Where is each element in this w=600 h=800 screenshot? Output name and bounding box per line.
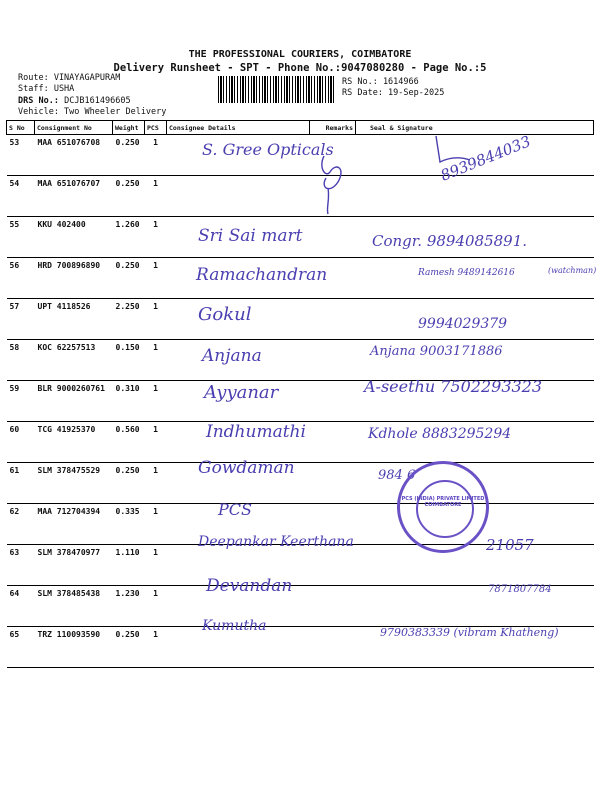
weight-cell: 0.250 <box>113 463 145 504</box>
consignment-cell: TCG 41925370 <box>35 422 113 463</box>
weight-cell: 1.260 <box>113 217 145 258</box>
handwritten-signature-64: 7871807784 <box>488 584 552 595</box>
consignment-cell: SLM 378485438 <box>35 586 113 627</box>
drs-label: DRS No.: <box>18 96 59 106</box>
pcs-cell: 1 <box>145 217 167 258</box>
weight-cell: 0.250 <box>113 258 145 299</box>
remarks-cell <box>310 586 356 627</box>
weight-cell: 0.150 <box>113 340 145 381</box>
handwritten-consignee-65: Kumutha <box>202 618 267 634</box>
col-seal: Seal & Signature <box>356 121 594 135</box>
col-weight: Weight <box>113 121 145 135</box>
remarks-cell <box>310 340 356 381</box>
vehicle-label: Vehicle: Two Wheeler Delivery <box>18 107 167 117</box>
handwritten-signature-55: Congr. 9894085891. <box>372 232 528 250</box>
seal-inner-ring <box>416 480 474 538</box>
col-remarks: Remarks <box>310 121 356 135</box>
remarks-cell <box>310 381 356 422</box>
handwritten-signature-61: 984 6 <box>378 468 416 483</box>
handwritten-signature-65: 9790383339 (vibram Khatheng) <box>380 626 559 639</box>
barcode <box>218 76 336 103</box>
sno-cell: 63 <box>7 545 35 586</box>
pcs-cell: 1 <box>145 299 167 340</box>
weight-cell: 2.250 <box>113 299 145 340</box>
pcs-cell: 1 <box>145 135 167 176</box>
handwritten-signature-56: Ramesh 9489142616 <box>418 268 515 278</box>
drs-value: DCJB161496605 <box>64 96 131 106</box>
pcs-cell: 1 <box>145 545 167 586</box>
seal-text: PCS (INDIA) PRIVATE LIMITED COIMBATORE <box>401 496 485 508</box>
sno-cell: 58 <box>7 340 35 381</box>
table-row <box>7 340 594 381</box>
handwritten-consignee-60: Indhumathi <box>206 422 306 442</box>
consignment-cell: HRD 700896890 <box>35 258 113 299</box>
consignment-cell: KOC 62257513 <box>35 340 113 381</box>
consignee-cell <box>167 176 310 217</box>
consignment-cell: MAA 651076708 <box>35 135 113 176</box>
route-label: Route: VINAYAGAPURAM <box>18 73 121 83</box>
handwritten-signature-57: 9994029379 <box>418 316 508 332</box>
handwritten-consignee-57: Gokul <box>198 304 252 325</box>
col-sno: S No <box>7 121 35 135</box>
rs-date: RS Date: 19-Sep-2025 <box>342 88 445 98</box>
handwritten-phone-53: 8939844033 <box>438 132 534 185</box>
remarks-cell <box>310 463 356 504</box>
pcs-cell: 1 <box>145 176 167 217</box>
title-company: THE PROFESSIONAL COURIERS, COIMBATORE <box>188 49 412 60</box>
sno-cell: 53 <box>7 135 35 176</box>
sno-cell: 64 <box>7 586 35 627</box>
remarks-scribble <box>316 148 356 218</box>
handwritten-consignee-56: Ramachandran <box>196 265 328 285</box>
signature-cell <box>356 176 594 217</box>
sno-cell: 65 <box>7 627 35 668</box>
sno-cell: 56 <box>7 258 35 299</box>
sno-cell: 59 <box>7 381 35 422</box>
signature-cell <box>356 258 597 299</box>
handwritten-consignee-58: Anjana <box>202 346 262 366</box>
handwritten-consignee-59: Ayyanar <box>204 382 279 403</box>
weight-cell: 0.310 <box>113 381 145 422</box>
handwritten-consignee-64: Devandan <box>206 576 293 596</box>
table-header-row <box>7 121 594 135</box>
col-consignee: Consignee Details <box>167 121 310 135</box>
remarks-cell <box>310 545 356 586</box>
weight-cell: 0.250 <box>113 176 145 217</box>
pcs-cell: 1 <box>145 586 167 627</box>
consignment-cell: MAA 651076707 <box>35 176 113 217</box>
weight-cell: 1.110 <box>113 545 145 586</box>
handwritten-remark-56: (watchman) <box>548 266 597 275</box>
pcs-cell: 1 <box>145 422 167 463</box>
staff-label: Staff: USHA <box>18 84 75 94</box>
handwritten-consignee-61: Gowdaman <box>198 458 295 478</box>
signature-cell <box>356 545 594 586</box>
weight-cell: 0.560 <box>113 422 145 463</box>
sno-cell: 61 <box>7 463 35 504</box>
weight-cell: 0.335 <box>113 504 145 545</box>
signature-cell <box>356 586 594 627</box>
remarks-cell <box>310 299 356 340</box>
consignment-cell: BLR 9000260761 <box>35 381 113 422</box>
pcs-cell: 1 <box>145 340 167 381</box>
handwritten-signature-58: Anjana 9003171886 <box>370 344 503 359</box>
remarks-cell <box>310 627 356 668</box>
sno-cell: 57 <box>7 299 35 340</box>
sno-cell: 60 <box>7 422 35 463</box>
sno-cell: 55 <box>7 217 35 258</box>
table-row <box>7 463 594 504</box>
pcs-cell: 1 <box>145 381 167 422</box>
consignment-cell: TRZ 110093590 <box>35 627 113 668</box>
consignment-cell: MAA 712704394 <box>35 504 113 545</box>
handwritten-consignee-62: PCS <box>218 500 252 519</box>
remarks-cell <box>310 217 356 258</box>
pcs-cell: 1 <box>145 463 167 504</box>
remarks-cell <box>310 422 356 463</box>
rs-number: RS No.: 1614966 <box>342 77 419 87</box>
sno-cell: 62 <box>7 504 35 545</box>
handwritten-consignee-55: Sri Sai mart <box>198 226 303 246</box>
title-runsheet: Delivery Runsheet - SPT - Phone No.:9047080280 - Page No.:5 <box>113 62 487 74</box>
sno-cell: 54 <box>7 176 35 217</box>
weight-cell: 0.250 <box>113 135 145 176</box>
consignment-cell: SLM 378475529 <box>35 463 113 504</box>
weight-cell: 1.230 <box>113 586 145 627</box>
pcs-cell: 1 <box>145 504 167 545</box>
drs-number <box>18 96 131 107</box>
weight-cell: 0.250 <box>113 627 145 668</box>
pcs-cell: 1 <box>145 258 167 299</box>
handwritten-signature-60: Kdhole 8883295294 <box>368 426 512 442</box>
handwritten-signature-59: A-seethu 7502293323 <box>364 377 543 396</box>
col-consignment: Consignment No <box>35 121 113 135</box>
handwritten-signature-63: 21057 <box>486 536 534 554</box>
consignment-cell: SLM 378470977 <box>35 545 113 586</box>
col-pcs: PCS <box>145 121 167 135</box>
company-seal-stamp <box>397 461 489 553</box>
pcs-cell: 1 <box>145 627 167 668</box>
table-row <box>7 176 594 217</box>
handwritten-consignee-63: Deepankar Keerthana <box>198 534 354 550</box>
consignment-cell: KKU 402400 <box>35 217 113 258</box>
consignment-cell: UPT 4118526 <box>35 299 113 340</box>
handwritten-consignee-53: S. Gree Opticals <box>202 140 334 159</box>
